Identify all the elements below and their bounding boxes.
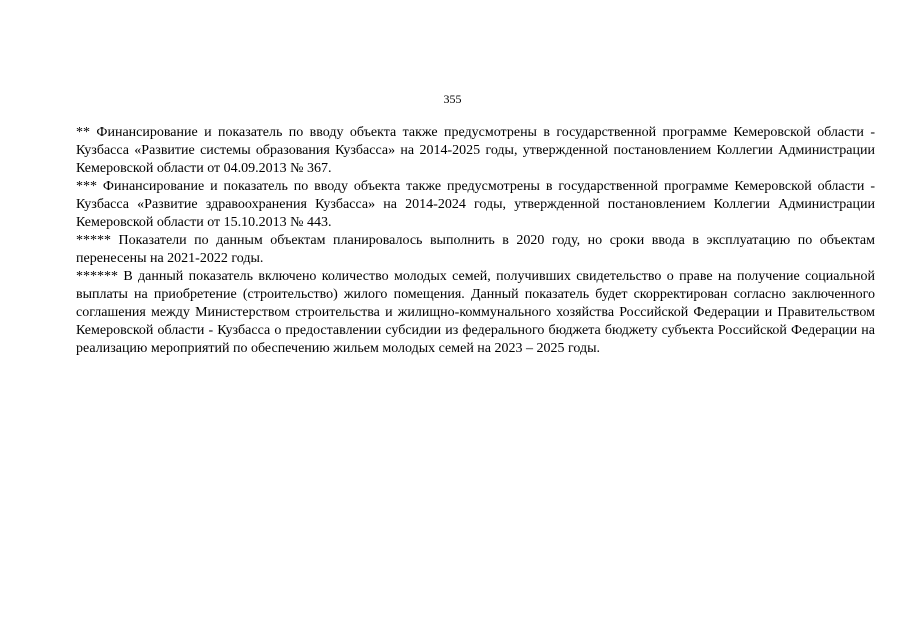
footnote-five-asterisk: ***** Показатели по данным объектам планировалось выполнить в 2020 году, но сроки ввода в эксплуатацию по объектам перенесены на 2021-2022 годы. bbox=[76, 233, 875, 266]
footnote-six-asterisk: ****** В данный показатель включено количество молодых семей, получивших свидетельство о праве на получение социальной выплаты на приобретение (строительство) жилого помещения. Данный показатель будет скорректирован согласно заключенного соглашения между Министерством строительства и жилищно-коммунального хозяйства Российской Федерации и Правительством Кемеровской области - Кузбасса о предоставлении субсидии из федерального бюджета бюджету субъекта Российской Федерации на реализацию мероприятий по обеспечению жильем молодых семей на 2023 – 2025 годы. bbox=[76, 269, 875, 356]
footnotes-block bbox=[76, 124, 875, 358]
footnote-triple-asterisk: *** Финансирование и показатель по вводу объекта также предусмотрены в государственной программе Кемеровской области - Кузбасса «Развитие здравоохранения Кузбасса» на 2014-2024 годы, утвержденной постановлением Коллегии Администрации Кемеровской области от 15.10.2013 № 443. bbox=[76, 179, 875, 230]
page-number: 355 bbox=[443, 92, 462, 106]
footnote-double-asterisk: ** Финансирование и показатель по вводу объекта также предусмотрены в государственной программе Кемеровской области - Кузбасса «Развитие системы образования Кузбасса» на 2014-2025 годы, утвержденной постановлением Коллегии Администрации Кемеровской области от 04.09.2013 № 367. bbox=[76, 125, 875, 176]
